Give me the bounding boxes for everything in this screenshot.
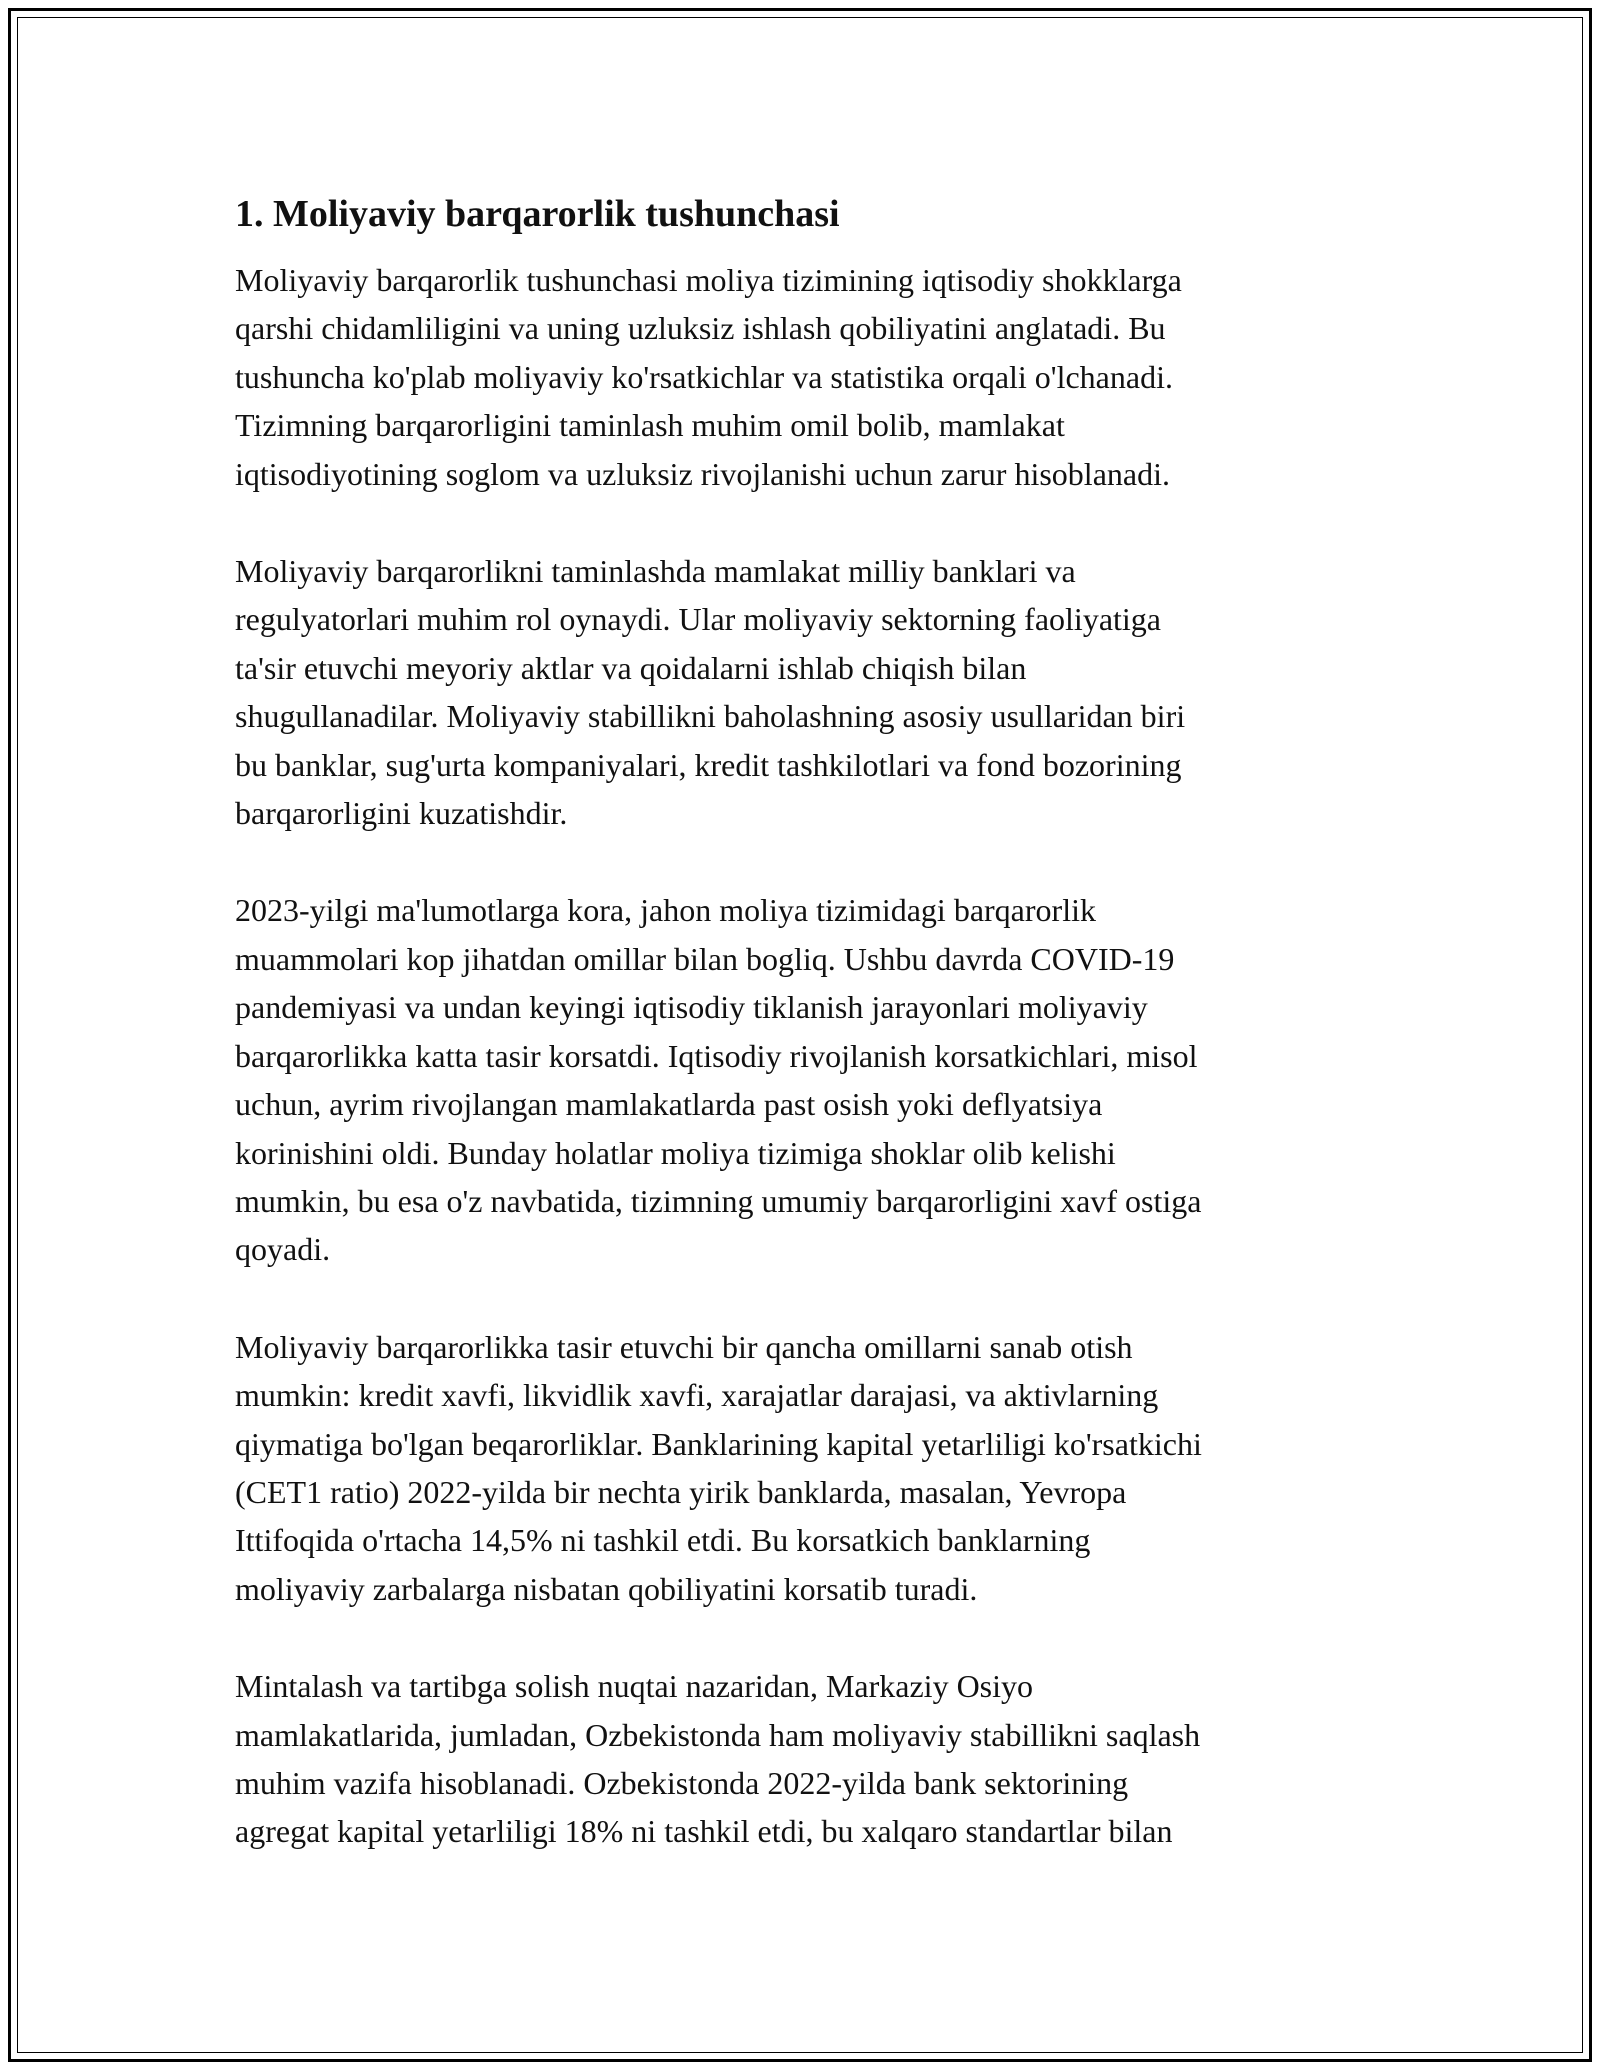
document-body — [235, 186, 1375, 1905]
section-heading: 1. Moliyaviy barqarorlik tushunchasi — [235, 193, 840, 235]
paragraph-5: Mintalash va tartibga solish nuqtai nazaridan, Markaziy Osiyo mamlakatlarida, jumladan, Ozbekistonda ham moliyaviy stabillikni saqlash muhim vazifa hisoblanadi. Ozbekistonda 2022-yilda bank sektorining agregat kapital yetarliligi 18% ni tashkil etdi, bu xalqaro standartlar bilan — [235, 1668, 1201, 1850]
paragraph-3: 2023-yilgi ma'lumotlarga kora, jahon moliya tizimidagi barqarorlik muammolari kop jihatdan omillar bilan bogliq. Ushbu davrda COVID-19 pandemiyasi va undan keyingi iqtisodiy tiklanish jarayonlari moliyaviy barqarorlikka katta tasir korsatdi. Iqtisodiy rivojlanish korsatkichlari, misol uchun, ayrim rivojlangan mamlakatlarda past osish yoki deflyatsiya korinishini oldi. Bunday holatlar moliya tizimiga shoklar olib kelishi mumkin, bu esa o'z navbatida, tizimning umumiy barqarorligini xavf ostiga qoyadi. — [235, 892, 1202, 1268]
paragraph-2: Moliyaviy barqarorlikni taminlashda mamlakat milliy banklari va regulyatorlari muhim rol oynaydi. Ular moliyaviy sektorning faoliyatiga ta'sir etuvchi meyoriy aktlar va qoidalarni ishlab chiqish bilan shugullanadilar. Moliyaviy stabillikni baholashning asosiy usullaridan biri bu banklar, sug'urta kompaniyalari, kredit tashkilotlari va fond bozorining barqarorligini kuzatishdir. — [235, 553, 1186, 832]
paragraph-1: Moliyaviy barqarorlik tushunchasi moliya tizimining iqtisodiy shokklarga qarshi chidamliligini va uning uzluksiz ishlash qobiliyatini anglatadi. Bu tushuncha ko'plab moliyaviy ko'rsatkichlar va statistika orqali o'lchanadi. Tizimning barqarorligini taminlash muhim omil bolib, mamlakat iqtisodiyotining soglom va uzluksiz rivojlanishi uchun zarur hisoblanadi. — [235, 262, 1182, 492]
paragraph-4: Moliyaviy barqarorlikka tasir etuvchi bir qancha omillarni sanab otish mumkin: kredit xavfi, likvidlik xavfi, xarajatlar darajasi, va aktivlarning qiymatiga bo'lgan beqarorliklar. Banklarining kapital yetarliligi ko'rsatkichi (CET1 ratio) 2022-yilda bir nechta yirik banklarda, masalan, Yevropa Ittifoqida o'rtacha 14,5% ni tashkil etdi. Bu korsatkich banklarning moliyaviy zarbalarga nisbatan qobiliyatini korsatib turadi. — [235, 1328, 1202, 1607]
